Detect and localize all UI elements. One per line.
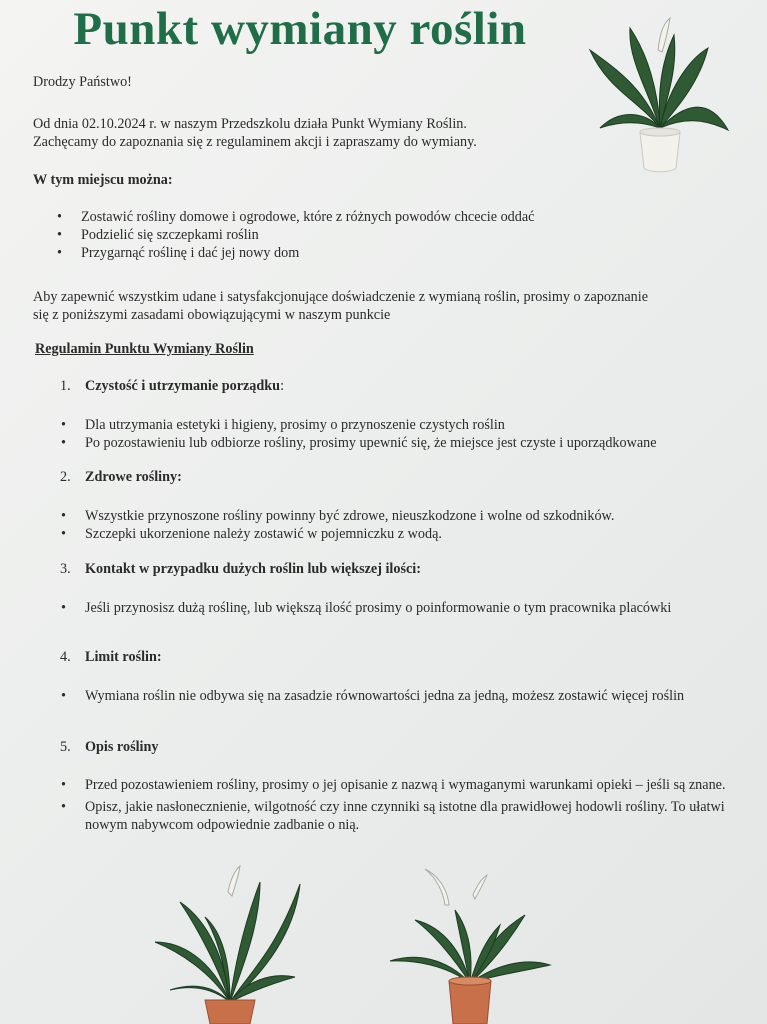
potted-plant-icon <box>150 862 310 1024</box>
rule-title-suffix: : <box>280 378 285 394</box>
rule-number: 1. <box>60 378 71 394</box>
page-title: Punkt wymiany roślin <box>73 3 527 55</box>
rule-number: 5. <box>60 739 71 755</box>
rule-2-heading <box>60 468 182 486</box>
paragraph-line-2: się z poniższymi zasadami obowiązującymi w naszym punkcie <box>33 307 391 323</box>
rule-2-list <box>57 507 747 543</box>
potted-plant-icon <box>385 865 555 1024</box>
list-item: • Wszystkie przynoszone rośliny powinny być zdrowe, nieuszkodzone i wolne od szkodników. <box>57 507 747 525</box>
list-item: • Szczepki ukorzenione należy zostawić w pojemniczku z wodą. <box>57 525 747 543</box>
rule-number: 3. <box>60 561 71 577</box>
list-item: • Przed pozostawieniem rośliny, prosimy o jej opisanie z nazwą i wymaganymi warunkami opieki – jeśli są znane. <box>57 776 727 794</box>
rule-title: Opis rośliny <box>85 739 159 755</box>
rules-heading: Regulamin Punktu Wymiany Roślin <box>35 341 254 357</box>
list-item: • Podzielić się szczepkami roślin <box>53 226 673 244</box>
list-item: • Opisz, jakie nasłonecznienie, wilgotność czy inne czynniki są istotne dla prawidłowej hodowli rośliny. To ułatwi nowym nabywcom odpowiednie zadbanie o nią. <box>57 798 727 834</box>
rule-title: Zdrowe rośliny: <box>85 469 182 485</box>
can-list <box>53 208 673 262</box>
rule-1-list <box>57 416 747 452</box>
intro-line-1: Od dnia 02.10.2024 r. w naszym Przedszkolu działa Punkt Wymiany Roślin. <box>33 116 467 132</box>
rule-5-heading <box>60 738 158 756</box>
list-item: • Zostawić rośliny domowe i ogrodowe, które z różnych powodów chcecie oddać <box>53 208 673 226</box>
rule-number: 2. <box>60 469 71 485</box>
rule-title: Czystość i utrzymanie porządku <box>85 378 281 394</box>
rule-5-list <box>57 776 727 834</box>
section-heading-can: W tym miejscu można: <box>33 172 173 188</box>
list-item: • Po pozostawieniu lub odbiorze rośliny, prosimy upewnić się, że miejsce jest czyste i uporządkowane <box>57 434 747 452</box>
list-item: • Przygarnąć roślinę i dać jej nowy dom <box>53 244 673 262</box>
rule-4-heading <box>60 648 162 666</box>
potted-plant-icon <box>588 10 733 175</box>
rule-4-list <box>57 687 707 705</box>
rule-3-list <box>57 599 677 617</box>
rule-3-heading <box>60 560 421 578</box>
list-item: • Dla utrzymania estetyki i higieny, prosimy o przynoszenie czystych roślin <box>57 416 747 434</box>
list-item: • Jeśli przynosisz dużą roślinę, lub większą ilość prosimy o poinformowanie o tym pracownika placówki <box>57 599 677 617</box>
greeting: Drodzy Państwo! <box>33 74 132 90</box>
intro-line-2: Zachęcamy do zapoznania się z regulaminem akcji i zapraszamy do wymiany. <box>33 134 477 150</box>
rule-title: Limit roślin: <box>85 649 162 665</box>
paragraph-line-1: Aby zapewnić wszystkim udane i satysfakcjonujące doświadczenie z wymianą roślin, prosimy o zapoznanie <box>33 289 648 305</box>
list-item: • Wymiana roślin nie odbywa się na zasadzie równowartości jedna za jedną, możesz zostawić więcej roślin <box>57 687 707 705</box>
rule-title: Kontakt w przypadku dużych roślin lub większej ilości: <box>85 561 421 577</box>
rule-number: 4. <box>60 649 71 665</box>
rule-1-heading <box>60 377 284 395</box>
